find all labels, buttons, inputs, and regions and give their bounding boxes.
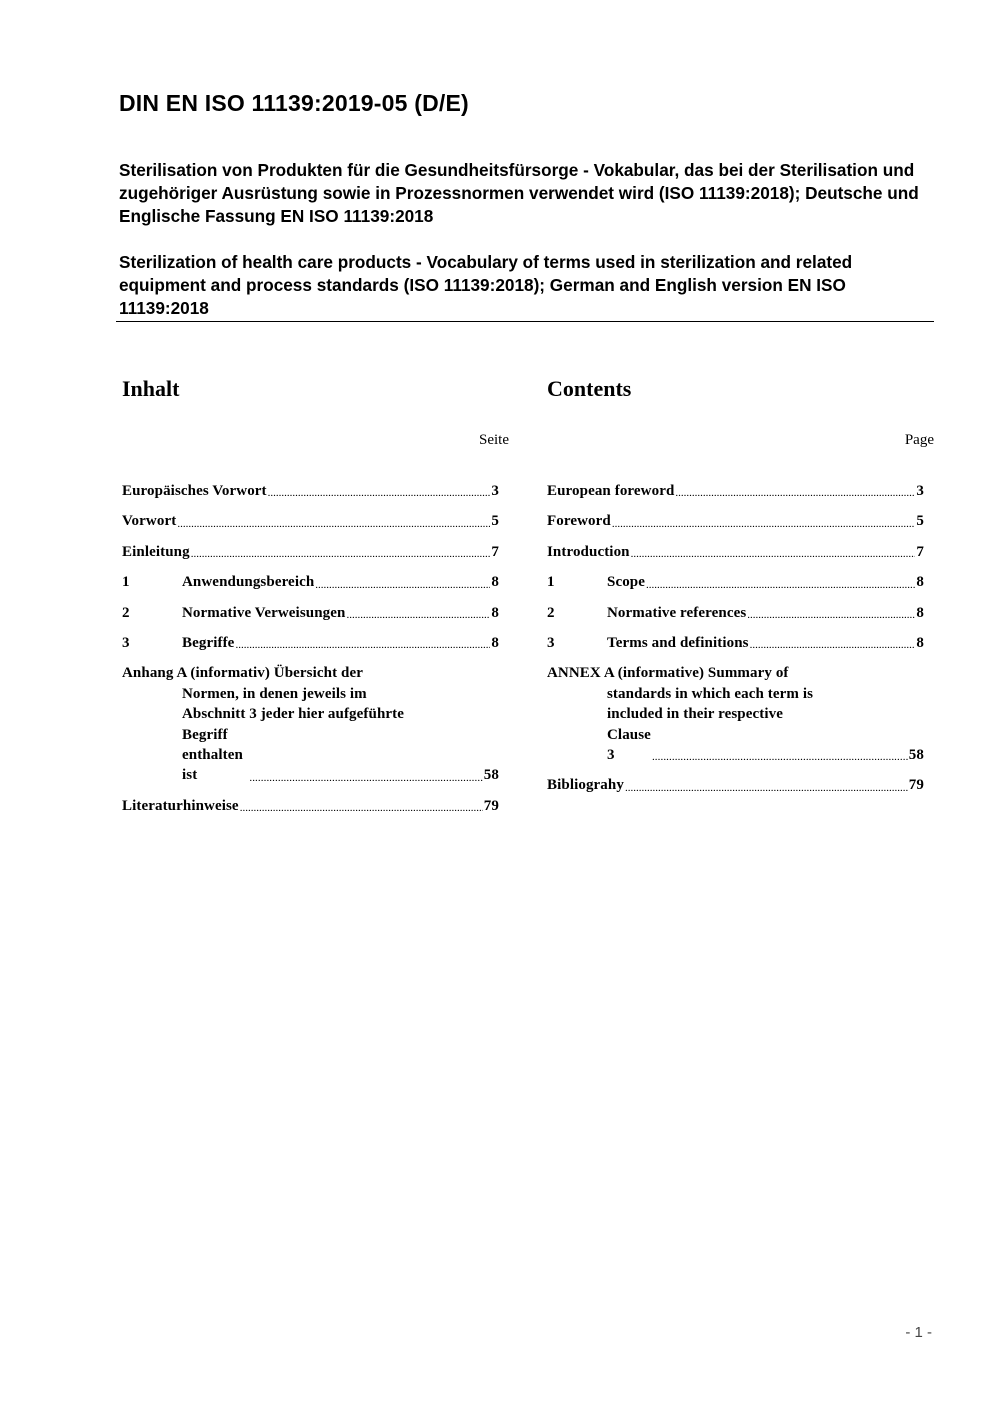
toc-entry[interactable]: Europäisches Vorwort ..... 3 xyxy=(122,481,499,501)
document-id-title: DIN EN ISO 11139:2019-05 (D/E) xyxy=(119,90,469,116)
toc-entry[interactable]: 1 Scope ..... 8 xyxy=(547,572,924,592)
toc-entry-annex[interactable]: Anhang A (informativ) Übersicht der Normen, in denen jeweils im Abschnitt 3 jeder hier aufgeführte Begriff enthalten ist ..... 58 xyxy=(122,663,499,785)
toc-german-page-label: Seite xyxy=(479,432,509,448)
toc-entry[interactable]: Einleitung ..... 7 xyxy=(122,542,499,562)
german-title: Sterilisation von Produkten für die Gesundheitsfürsorge - Vokabular, das bei der Sterilisation und zugehöriger Ausrüstung sowie in Prozessnormen verwendet wird (ISO 11139:2018); Deutsche und Englische Fassung EN ISO 11139:2018 xyxy=(119,160,919,226)
header-divider xyxy=(116,321,934,322)
toc-english xyxy=(547,372,934,806)
toc-entry-bibliography[interactable]: Bibliograhy ..... 79 xyxy=(547,775,924,795)
toc-entry[interactable]: 2 Normative Verweisungen ..... 8 xyxy=(122,603,499,623)
toc-entry[interactable]: Foreword ..... 5 xyxy=(547,511,924,531)
toc-entry-bibliography[interactable]: Literaturhinweise ..... 79 xyxy=(122,796,499,816)
toc-entry[interactable]: 3 Begriffe ..... 8 xyxy=(122,633,499,653)
toc-english-page-label: Page xyxy=(904,432,934,448)
toc-entry[interactable]: 2 Normative references ..... 8 xyxy=(547,603,924,623)
toc-english-heading: Contents xyxy=(547,376,632,401)
toc-english-list xyxy=(547,481,924,796)
toc-german-list xyxy=(122,481,499,816)
toc-german-heading: Inhalt xyxy=(122,376,180,401)
toc-entry[interactable]: Vorwort ..... 5 xyxy=(122,511,499,531)
toc-entry-annex[interactable]: ANNEX A (informative) Summary of standards in which each term is included in their respective Clause 3 ..... 58 xyxy=(547,663,924,765)
toc-entry[interactable]: 3 Terms and definitions ..... 8 xyxy=(547,633,924,653)
toc-entry[interactable]: Introduction ..... 7 xyxy=(547,542,924,562)
toc-entry[interactable]: European foreword ..... 3 xyxy=(547,481,924,501)
toc-german xyxy=(122,372,509,826)
page-number: - 1 - xyxy=(905,1324,932,1341)
english-title: Sterilization of health care products - Vocabulary of terms used in sterilization and related equipment and process standards (ISO 11139:2018); German and English version EN ISO 11139:2018 xyxy=(119,252,853,318)
toc-entry[interactable]: 1 Anwendungsbereich ..... 8 xyxy=(122,572,499,592)
